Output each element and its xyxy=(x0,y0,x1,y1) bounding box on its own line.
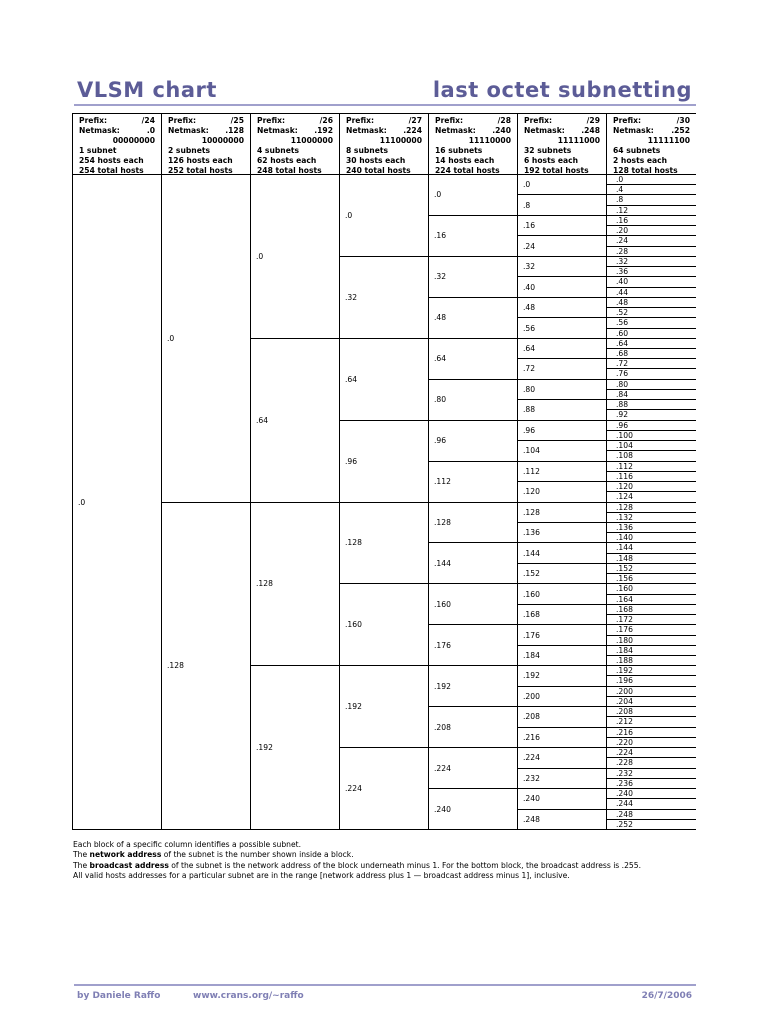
subnet-block: .148 xyxy=(616,553,633,563)
subnet-block: .108 xyxy=(616,451,633,461)
subnet-block: .104 xyxy=(616,441,633,451)
subnet-block: .68 xyxy=(616,348,629,358)
subnet-block: .16 xyxy=(616,215,629,225)
prefix-value: /27 xyxy=(408,116,422,125)
subnet-block: .48 xyxy=(616,297,629,307)
note-line-3 xyxy=(73,861,641,871)
prefix-row xyxy=(168,116,250,126)
footer-rule xyxy=(74,984,696,986)
hosts-each: 14 hosts each xyxy=(435,156,495,165)
prefix-value: /29 xyxy=(586,116,600,125)
subnet-block: .176 xyxy=(434,640,451,650)
subnet-count: 16 subnets xyxy=(435,146,483,155)
subnet-block: .112 xyxy=(616,461,633,471)
subnet-block: .64 xyxy=(345,374,358,384)
subnet-block: .136 xyxy=(523,528,540,538)
note-line-3-post: of the subnet is the network address of the block underneath minus 1. For the bottom block, the broadcast address is .255. xyxy=(168,860,641,870)
subnet-block: .64 xyxy=(256,415,269,425)
netmask-binary: 10000000 xyxy=(201,136,244,145)
netmask-row xyxy=(257,126,339,136)
subnet-block: .60 xyxy=(616,328,629,338)
subnet-block: .152 xyxy=(616,563,633,573)
subnet-block: .120 xyxy=(616,482,633,492)
subnet-block: .144 xyxy=(434,558,451,568)
column-header xyxy=(429,114,517,176)
total-hosts: 254 total hosts xyxy=(79,166,144,175)
subnet-count: 1 subnet xyxy=(79,146,117,155)
prefix-label: Prefix: xyxy=(346,116,375,125)
subnet-block: .172 xyxy=(616,615,633,625)
prefix-row xyxy=(346,116,428,126)
netmask-label: Netmask: xyxy=(435,126,476,135)
prefix-row xyxy=(524,116,606,126)
subnet-block: .152 xyxy=(523,569,540,579)
subnet-block: .228 xyxy=(616,758,633,768)
subnet-block: .208 xyxy=(616,707,633,717)
hosts-each: 254 hosts each xyxy=(79,156,144,165)
subnet-block: .0 xyxy=(167,333,175,343)
prefix-row xyxy=(257,116,339,126)
subnet-block: .48 xyxy=(434,313,447,323)
subnet-block: .72 xyxy=(616,359,629,369)
note-broadcast-address-term: broadcast address xyxy=(89,860,169,870)
subnet-block: .176 xyxy=(616,625,633,635)
total-hosts: 192 total hosts xyxy=(524,166,589,175)
netmask-value: .192 xyxy=(314,126,333,135)
subnet-block: .140 xyxy=(616,533,633,543)
subnet-count: 32 subnets xyxy=(524,146,572,155)
subnet-block: .132 xyxy=(616,512,633,522)
page-title: VLSM chart xyxy=(77,78,217,102)
subnet-block: .112 xyxy=(434,477,451,487)
column-header xyxy=(162,114,250,176)
prefix-label: Prefix: xyxy=(168,116,197,125)
prefix-label: Prefix: xyxy=(524,116,553,125)
footer-author: by Daniele Raffo xyxy=(77,991,161,1001)
subnet-block: .24 xyxy=(523,241,536,251)
subnet-block: .156 xyxy=(616,574,633,584)
subnet-block: .28 xyxy=(616,246,629,256)
subnet-block: .244 xyxy=(616,799,633,809)
subnet-block: .84 xyxy=(616,389,629,399)
vlsm-table xyxy=(72,113,696,830)
subnet-block: .128 xyxy=(434,517,451,527)
subnet-block: .0 xyxy=(345,210,353,220)
netmask-row xyxy=(524,126,606,136)
subnet-block: .32 xyxy=(523,262,536,272)
subnet-block: .240 xyxy=(434,804,451,814)
column-header xyxy=(251,114,339,176)
netmask-value: .224 xyxy=(403,126,422,135)
subnet-block: .36 xyxy=(616,267,629,277)
subnet-block: .0 xyxy=(78,497,86,507)
subnet-count: 8 subnets xyxy=(346,146,388,155)
subnet-block: .232 xyxy=(616,768,633,778)
hosts-each: 126 hosts each xyxy=(168,156,233,165)
netmask-label: Netmask: xyxy=(524,126,565,135)
netmask-binary: 11111000 xyxy=(557,136,600,145)
page-subtitle: last octet subnetting xyxy=(432,78,692,102)
subnet-block: .32 xyxy=(434,272,447,282)
subnet-block: .176 xyxy=(523,630,540,640)
hosts-each: 6 hosts each xyxy=(524,156,579,165)
subnet-block: .0 xyxy=(523,180,531,190)
netmask-row xyxy=(79,126,161,136)
netmask-label: Netmask: xyxy=(79,126,120,135)
prefix-label: Prefix: xyxy=(257,116,286,125)
total-hosts: 248 total hosts xyxy=(257,166,322,175)
prefix-label: Prefix: xyxy=(79,116,108,125)
subnet-block: .92 xyxy=(616,410,629,420)
netmask-label: Netmask: xyxy=(257,126,298,135)
subnet-block: .224 xyxy=(434,763,451,773)
subnet-block: .96 xyxy=(345,456,358,466)
subnet-block: .104 xyxy=(523,446,540,456)
subnet-block: .128 xyxy=(616,502,633,512)
subnet-block: .192 xyxy=(523,671,540,681)
table-grid xyxy=(72,113,696,830)
subnet-block: .192 xyxy=(345,702,362,712)
subnet-block: .136 xyxy=(616,522,633,532)
subnet-block: .184 xyxy=(523,651,540,661)
subnet-block: .100 xyxy=(616,430,633,440)
prefix-label: Prefix: xyxy=(613,116,642,125)
subnet-block: .24 xyxy=(616,236,629,246)
subnet-block: .80 xyxy=(434,395,447,405)
netmask-value: .240 xyxy=(492,126,511,135)
column-header xyxy=(607,114,696,176)
prefix-row xyxy=(435,116,517,126)
subnet-block: .88 xyxy=(523,405,536,415)
netmask-binary: 11110000 xyxy=(468,136,511,145)
note-network-address-term: network address xyxy=(89,850,162,860)
netmask-binary: 11111100 xyxy=(647,136,690,145)
subnet-block: .160 xyxy=(616,584,633,594)
footer-url[interactable]: www.crans.org/~raffo xyxy=(193,991,304,1001)
subnet-block: .224 xyxy=(345,784,362,794)
footer-date: 26/7/2006 xyxy=(641,991,692,1001)
hosts-each: 30 hosts each xyxy=(346,156,406,165)
subnet-count: 2 subnets xyxy=(168,146,210,155)
subnet-block: .144 xyxy=(523,548,540,558)
subnet-block: .0 xyxy=(616,175,624,184)
netmask-label: Netmask: xyxy=(613,126,654,135)
total-hosts: 224 total hosts xyxy=(435,166,500,175)
subnet-block: .192 xyxy=(616,666,633,676)
subnet-block: .8 xyxy=(523,200,531,210)
hosts-each: 2 hosts each xyxy=(613,156,668,165)
subnet-block: .216 xyxy=(616,727,633,737)
subnet-block: .128 xyxy=(256,579,273,589)
subnet-block: .224 xyxy=(616,748,633,758)
netmask-row xyxy=(346,126,428,136)
subnet-block: .16 xyxy=(523,221,536,231)
subnet-block: .192 xyxy=(434,681,451,691)
total-hosts: 240 total hosts xyxy=(346,166,411,175)
netmask-binary: 00000000 xyxy=(112,136,155,145)
subnet-block: .160 xyxy=(434,599,451,609)
subnet-block: .248 xyxy=(616,809,633,819)
subnet-block: .4 xyxy=(616,185,624,195)
subnet-block: .180 xyxy=(616,635,633,645)
note-line-3-pre: The xyxy=(73,860,90,870)
subnet-block: .164 xyxy=(616,594,633,604)
prefix-value: /26 xyxy=(319,116,333,125)
netmask-value: .0 xyxy=(146,126,155,135)
subnet-block: .208 xyxy=(434,722,451,732)
netmask-row xyxy=(435,126,517,136)
subnet-block: .48 xyxy=(523,303,536,313)
subnet-block: .160 xyxy=(523,589,540,599)
note-line-2-post: of the subnet is the number shown inside a block. xyxy=(161,850,354,860)
hosts-each: 62 hosts each xyxy=(257,156,317,165)
subnet-block: .204 xyxy=(616,696,633,706)
subnet-block: .128 xyxy=(523,507,540,517)
prefix-row xyxy=(613,116,696,126)
netmask-value: .128 xyxy=(225,126,244,135)
subnet-block: .96 xyxy=(616,420,629,430)
netmask-label: Netmask: xyxy=(346,126,387,135)
subnet-block: .96 xyxy=(523,425,536,435)
prefix-value: /24 xyxy=(141,116,155,125)
subnet-block: .128 xyxy=(167,661,184,671)
subnet-block: .12 xyxy=(616,205,629,215)
column-header xyxy=(73,114,161,176)
subnet-block: .188 xyxy=(616,656,633,666)
subnet-block: .224 xyxy=(523,753,540,763)
subnet-block: .240 xyxy=(616,789,633,799)
subnet-block: .44 xyxy=(616,287,629,297)
subnet-block: .216 xyxy=(523,732,540,742)
netmask-label: Netmask: xyxy=(168,126,209,135)
subnet-block: .20 xyxy=(616,226,629,236)
subnet-block: .40 xyxy=(616,277,629,287)
subnet-block: .184 xyxy=(616,645,633,655)
subnet-block: .32 xyxy=(616,256,629,266)
subnet-block: .40 xyxy=(523,282,536,292)
subnet-block: .0 xyxy=(256,251,264,261)
subnet-block: .252 xyxy=(616,819,633,829)
subnet-block: .168 xyxy=(523,610,540,620)
prefix-value: /28 xyxy=(497,116,511,125)
subnet-block: .248 xyxy=(523,814,540,824)
subnet-block: .192 xyxy=(256,743,273,753)
subnet-block: .16 xyxy=(434,231,447,241)
header-rule xyxy=(74,104,696,106)
column-header xyxy=(340,114,428,176)
note-line-2-pre: The xyxy=(73,850,90,860)
subnet-block: .96 xyxy=(434,436,447,446)
total-hosts: 252 total hosts xyxy=(168,166,233,175)
note-line-4: All valid hosts addresses for a particular subnet are in the range [network address plus 1 — broadcast address minus 1], inclusive. xyxy=(73,871,570,881)
subnet-block: .220 xyxy=(616,737,633,747)
subnet-block: .56 xyxy=(523,323,536,333)
subnet-block: .80 xyxy=(616,379,629,389)
prefix-value: /30 xyxy=(676,116,690,125)
subnet-block: .52 xyxy=(616,308,629,318)
prefix-row xyxy=(79,116,161,126)
subnet-block: .32 xyxy=(345,292,358,302)
subnet-block: .128 xyxy=(345,538,362,548)
netmask-row xyxy=(168,126,250,136)
netmask-value: .252 xyxy=(671,126,690,135)
subnet-block: .112 xyxy=(523,466,540,476)
subnet-block: .196 xyxy=(616,676,633,686)
subnet-block: .144 xyxy=(616,543,633,553)
subnet-block: .168 xyxy=(616,604,633,614)
subnet-block: .76 xyxy=(616,369,629,379)
subnet-block: .8 xyxy=(616,195,624,205)
netmask-binary: 11000000 xyxy=(290,136,333,145)
subnet-block: .120 xyxy=(523,487,540,497)
subnet-count: 4 subnets xyxy=(257,146,299,155)
subnet-block: .240 xyxy=(523,794,540,804)
prefix-value: /25 xyxy=(230,116,244,125)
note-line-2 xyxy=(73,850,641,860)
subnet-block: .88 xyxy=(616,400,629,410)
subnet-block: .64 xyxy=(616,338,629,348)
subnet-block: .56 xyxy=(616,318,629,328)
subnet-block: .64 xyxy=(434,354,447,364)
subnet-block: .72 xyxy=(523,364,536,374)
subnet-block: .232 xyxy=(523,773,540,783)
netmask-row xyxy=(613,126,696,136)
prefix-label: Prefix: xyxy=(435,116,464,125)
subnet-block: .0 xyxy=(434,190,442,200)
subnet-block: .200 xyxy=(523,691,540,701)
subnet-block: .208 xyxy=(523,712,540,722)
subnet-block: .236 xyxy=(616,778,633,788)
subnet-block: .64 xyxy=(523,343,536,353)
note-line-1: Each block of a specific column identifies a possible subnet. xyxy=(73,840,302,849)
subnet-block: .212 xyxy=(616,717,633,727)
subnet-block: .124 xyxy=(616,492,633,502)
subnet-block: .80 xyxy=(523,384,536,394)
subnet-count: 64 subnets xyxy=(613,146,661,155)
netmask-binary: 11100000 xyxy=(379,136,422,145)
column-header xyxy=(518,114,606,176)
subnet-block: .200 xyxy=(616,686,633,696)
netmask-value: .248 xyxy=(581,126,600,135)
subnet-block: .116 xyxy=(616,471,633,481)
total-hosts: 128 total hosts xyxy=(613,166,678,175)
subnet-block: .160 xyxy=(345,620,362,630)
notes xyxy=(73,840,641,882)
